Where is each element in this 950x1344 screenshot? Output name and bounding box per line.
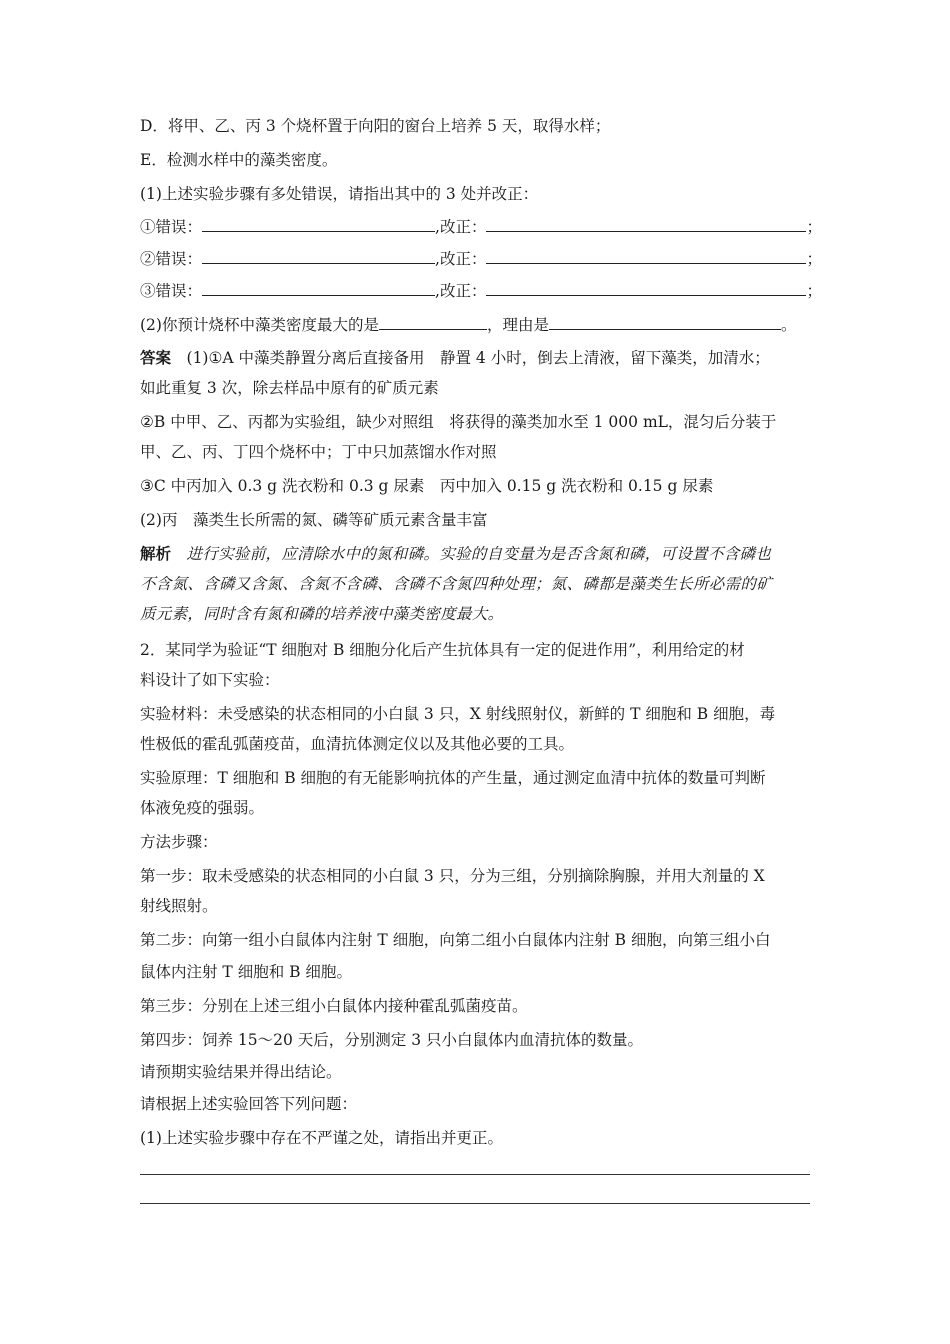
answer-2a: ②B 中甲、乙、丙都为实验组，缺少对照组 将获得的藻类加水至 1 000 mL，混匀后分装于 bbox=[140, 413, 777, 431]
answer-blank-reason[interactable] bbox=[549, 314, 781, 330]
answer-1a: (1)①A 中藻类静置分离后直接备用 静置 4 小时，倒去上清液，留下藻类，加清水； bbox=[186, 349, 770, 367]
answer-line-1 bbox=[140, 348, 770, 368]
q2-reason-label: ，理由是 bbox=[486, 316, 549, 334]
step-2a: 第二步：向第一组小白鼠体内注射 T 细胞，向第二组小白鼠体内注射 B 细胞，向第三组小白 bbox=[140, 931, 771, 949]
answer-label: 答案 bbox=[140, 348, 172, 367]
semicolon: ； bbox=[806, 218, 822, 236]
principle-line-2: 体液免疫的强弱。 bbox=[140, 799, 265, 817]
answer-1b: 如此重复 3 次，除去样品中原有的矿质元素 bbox=[140, 379, 439, 397]
step-d: D．将甲、乙、丙 3 个烧杯置于向阳的窗台上培养 5 天，取得水样； bbox=[140, 117, 611, 135]
explanation-line-1 bbox=[140, 544, 771, 564]
problem-2-line-2: 料设计了如下实验： bbox=[140, 671, 280, 689]
problem-2-line-1: 2．某同学为验证“T 细胞对 B 细胞分化后产生抗体具有一定的促进作用”，利用给定的材 bbox=[140, 641, 745, 659]
error-label: ②错误： bbox=[140, 250, 203, 268]
step-1a: 第一步：取未受感染的状态相同的小白鼠 3 只，分为三组，分别摘除胸腺，并用大剂量的 X bbox=[140, 867, 765, 885]
error-row-3 bbox=[140, 280, 822, 301]
predict-prompt: 请预期实验结果并得出结论。 bbox=[140, 1063, 342, 1081]
q2-prefix: (2)你预计烧杯中藻类密度最大的是 bbox=[140, 316, 379, 334]
question-1: (1)上述实验步骤有多处错误，请指出其中的 3 处并改正： bbox=[140, 185, 539, 203]
q2-end: 。 bbox=[780, 316, 797, 334]
fix-label: ,改正： bbox=[435, 250, 487, 268]
error-label: ③错误： bbox=[140, 282, 203, 300]
method-heading: 方法步骤： bbox=[140, 833, 218, 851]
error-blank-3[interactable] bbox=[202, 280, 435, 296]
step-2b: 鼠体内注射 T 细胞和 B 细胞。 bbox=[140, 963, 352, 981]
sub-question-1: (1)上述实验步骤中存在不严谨之处，请指出并更正。 bbox=[140, 1129, 503, 1147]
error-blank-2[interactable] bbox=[202, 248, 435, 264]
explanation-3: 质元素，同时含有氮和磷的培养液中藻类密度最大。 bbox=[140, 605, 504, 623]
question-2 bbox=[140, 314, 797, 335]
principle-line-1: 实验原理：T 细胞和 B 细胞的有无能影响抗体的产生量，通过测定血清中抗体的数量可判断 bbox=[140, 769, 766, 787]
error-row-2 bbox=[140, 248, 822, 269]
step-1b: 射线照射。 bbox=[140, 897, 218, 915]
explanation-1: 进行实验前，应清除水中的氮和磷。实验的自变量为是否含氮和磷，可设置不含磷也 bbox=[186, 545, 772, 563]
error-blank-1[interactable] bbox=[202, 216, 435, 232]
answer-blank-beaker[interactable] bbox=[379, 314, 487, 330]
fix-blank-2[interactable] bbox=[486, 248, 806, 264]
materials-line-1: 实验材料：未受感染的状态相同的小白鼠 3 只，X 射线照射仪，新鲜的 T 细胞和 B 细胞，毒 bbox=[140, 705, 776, 723]
fix-label: ,改正： bbox=[435, 282, 487, 300]
error-label: ①错误： bbox=[140, 218, 203, 236]
answer-line-blank-1[interactable] bbox=[140, 1174, 810, 1175]
answer-3: ③C 中丙加入 0.3 g 洗衣粉和 0.3 g 尿素 丙中加入 0.15 g 洗衣粉和 0.15 g 尿素 bbox=[140, 477, 714, 495]
fix-label: ,改正： bbox=[435, 218, 487, 236]
explanation-2: 不含氮、含磷又含氮、含氮不含磷、含磷不含氮四种处理；氮、磷都是藻类生长所必需的矿 bbox=[140, 575, 773, 593]
semicolon: ； bbox=[806, 282, 822, 300]
semicolon: ； bbox=[806, 250, 822, 268]
step-3: 第三步：分别在上述三组小白鼠体内接种霍乱弧菌疫苗。 bbox=[140, 997, 528, 1015]
error-row-1 bbox=[140, 216, 822, 237]
materials-line-2: 性极低的霍乱弧菌疫苗，血清抗体测定仪以及其他必要的工具。 bbox=[140, 735, 575, 753]
answer-prompt: 请根据上述实验回答下列问题： bbox=[140, 1095, 358, 1113]
answer-line-blank-2[interactable] bbox=[140, 1203, 810, 1204]
answer-q2: (2)丙 藻类生长所需的氮、磷等矿质元素含量丰富 bbox=[140, 511, 488, 529]
answer-2b: 甲、乙、丙、丁四个烧杯中；丁中只加蒸馏水作对照 bbox=[140, 443, 497, 461]
step-e: E．检测水样中的藻类密度。 bbox=[140, 151, 338, 169]
step-4: 第四步：饲养 15～20 天后，分别测定 3 只小白鼠体内血清抗体的数量。 bbox=[140, 1031, 644, 1049]
explanation-label: 解析 bbox=[140, 544, 172, 563]
fix-blank-1[interactable] bbox=[486, 216, 806, 232]
fix-blank-3[interactable] bbox=[486, 280, 806, 296]
